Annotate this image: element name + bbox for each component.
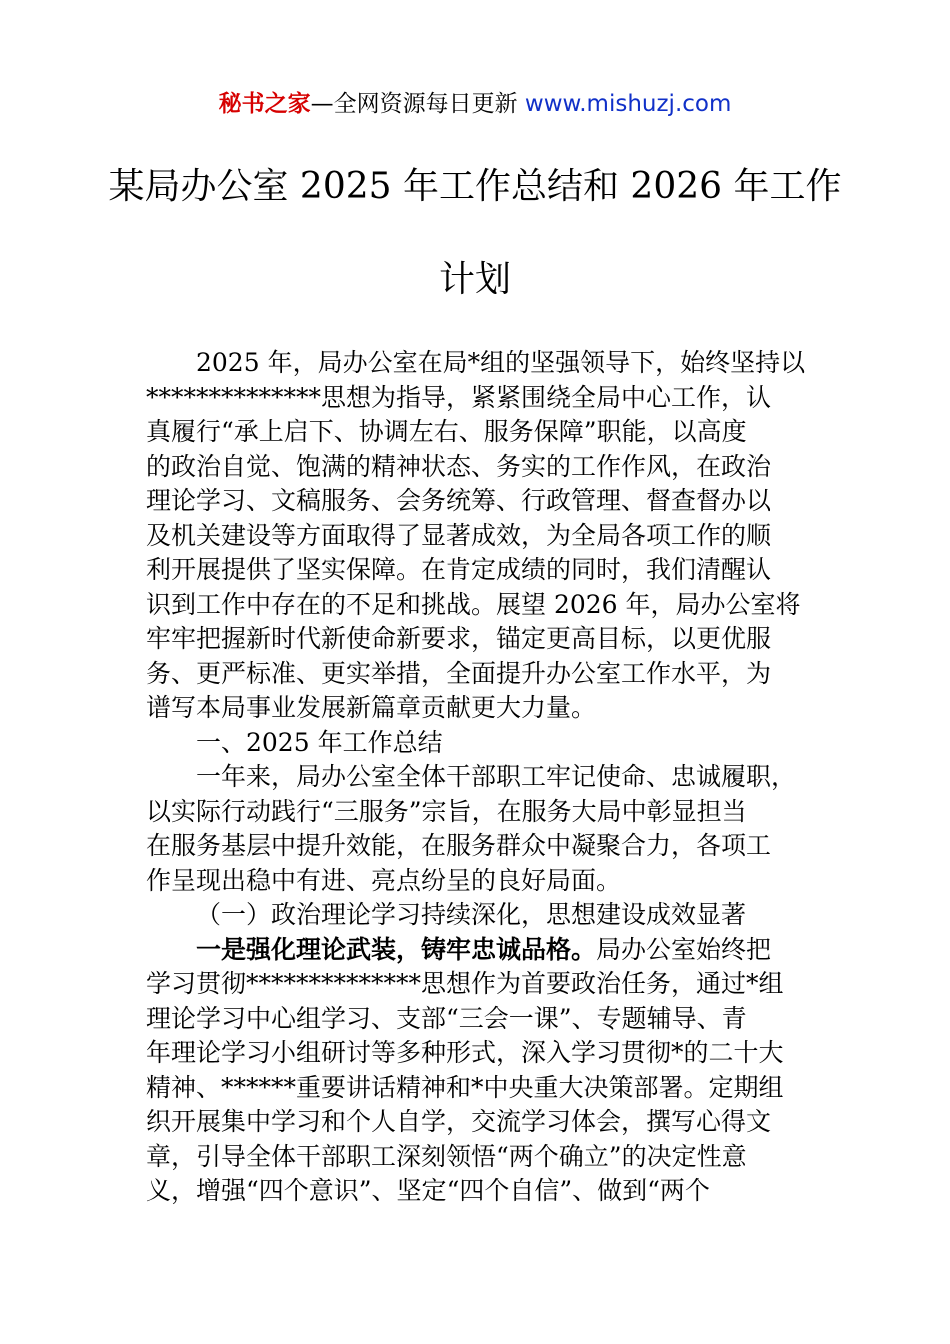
document-title-line-1: 某局办公室 2025 年工作总结和 2026 年工作 xyxy=(108,166,842,207)
section-heading: 一、2025 年工作总结 xyxy=(196,727,443,757)
bold-lead-sentence: 一是强化理论武装，铸牢忠诚品格。 xyxy=(196,934,597,964)
paragraph-text: 局办公室始终把 xyxy=(596,934,772,964)
paragraph-line: 精神、******重要讲话精神和*中央重大决策部署。定期组 xyxy=(146,1072,784,1102)
paragraph-line: 利开展提供了坚实保障。在肯定成绩的同时，我们清醒认 xyxy=(146,555,772,584)
paragraph-line: 理论学习中心组学习、支部“三会一课”、专题辅导、青 xyxy=(146,1003,747,1033)
site-header xyxy=(0,88,950,120)
paragraph-line: 牢牢把握新时代新使命新要求，锚定更高目标，以更优服 xyxy=(146,624,772,653)
paragraph-line: 作呈现出稳中有进、亮点纷呈的良好局面。 xyxy=(146,865,622,895)
document-body xyxy=(146,346,806,1209)
paragraph-line: 年理论学习小组研讨等多种形式，深入学习贯彻*的二十大 xyxy=(146,1038,784,1067)
paragraph-line: 学习贯彻**************思想作为首要政治任务，通过*组 xyxy=(146,969,784,998)
paragraph-line: 2025 年，局办公室在局*组的坚强领导下，始终坚持以 xyxy=(196,348,806,377)
paragraph-line: 以实际行动践行“三服务”宗旨，在服务大局中彰显担当 xyxy=(146,796,747,826)
header-tagline: —全网资源每日更新 xyxy=(310,91,525,117)
paragraph-line: 一年来，局办公室全体干部职工牢记使命、忠诚履职， xyxy=(196,762,797,791)
paragraph-line: 理论学习、文稿服务、会务统筹、行政管理、督查督办以 xyxy=(146,486,772,515)
paragraph-line: 织开展集中学习和个人自学，交流学习体会，撰写心得文 xyxy=(146,1107,772,1136)
paragraph-line: 在服务基层中提升效能，在服务群众中凝聚合力，各项工 xyxy=(146,831,772,860)
paragraph-line: 及机关建设等方面取得了显著成效，为全局各项工作的顺 xyxy=(146,520,772,550)
subsection-heading: （一）政治理论学习持续深化，思想建设成效显著 xyxy=(196,900,747,929)
paragraph-line: 谱写本局事业发展新篇章贡献更大力量。 xyxy=(146,693,597,722)
site-url-link[interactable]: www.mishuzj.com xyxy=(524,91,732,117)
brand-name: 秘书之家 xyxy=(218,91,311,117)
paragraph-line: 务、更严标准、更实举措，全面提升办公室工作水平，为 xyxy=(146,658,772,688)
paragraph-line: 章，引导全体干部职工深刻领悟“两个确立”的决定性意 xyxy=(146,1141,747,1171)
document-title-line-2: 计划 xyxy=(438,259,511,300)
paragraph-line: 识到工作中存在的不足和挑战。展望 2026 年，局办公室将 xyxy=(146,589,801,619)
paragraph-line: 义，增强“四个意识”、坚定“四个自信”、做到“两个 xyxy=(146,1176,710,1205)
paragraph-line: 真履行“承上启下、协调左右、服务保障”职能，以高度 xyxy=(146,417,747,446)
paragraph-line: 的政治自觉、饱满的精神状态、务实的工作作风，在政治 xyxy=(146,451,772,481)
paragraph-line: **************思想为指导，紧紧围绕全局中心工作，认 xyxy=(146,382,772,412)
paragraph-line xyxy=(146,933,806,968)
